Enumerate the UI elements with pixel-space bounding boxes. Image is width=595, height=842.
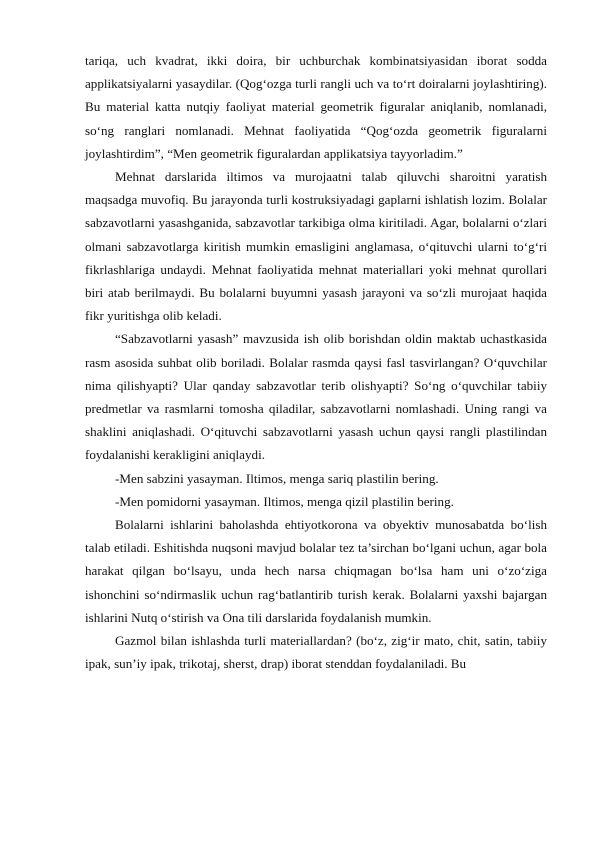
paragraph-4: Bolalarni ishlarini baholashda ehtiyotkorona va obyektiv munosabatda bo‘lish talab etiladi. Eshitishda nuqsoni mavjud bolalar tez ta’sirchan bo‘lgani uchun, agar bola harakat qilgan bo‘lsayu, unda hech narsa chiqmagan bo‘lsa ham uni o‘zo‘ziga ishonchini so‘ndirmaslik uchun rag‘batlantirib turish kerak. Bolalarni yaxshi bajargan ishlarini Nutq o‘stirish va Ona tili darslarida foydalanish mumkin. bbox=[85, 517, 547, 625]
paragraph-1: tariqa, uch kvadrat, ikki doira, bir uchburchak kombinatsiyasidan iborat sodda applikatsiyalarni yasaydilar. (Qog‘ozga turli rangli uch va to‘rt doiralarni joylashtiring). Bu material katta nutqiy faoliyat material geometrik figuralar aniqlanib, nomlanadi, so‘ng ranglari nomlanadi. Mehnat faoliyatida “Qog‘ozda geometrik figuralarni joylashtirdim”, “Men geometrik figuralardan applikatsiya tayyorladim.” bbox=[85, 53, 547, 161]
paragraph-3: “Sabzavotlarni yasash” mavzusida ish olib borishdan oldin maktab uchastkasida rasm asosida suhbat olib boriladi. Bolalar rasmda qaysi fasl tasvirlangan? O‘quvchilar nima qilishyapti? Ular qanday sabzavotlar terib olishyapti? So‘ng o‘quvchilar tabiiy predmetlar va rasmlarni tomosha qiladilar, sabzavotlarni nomlashadi. Uning rangi va shaklini aniqlashadi. O‘qituvchi sabzavotlarni yasash uchun qaysi rangli plastilindan foydalanishi kerakligini aniqlaydi. bbox=[85, 331, 547, 463]
dialog-line-1: -Men sabzini yasayman. Iltimos, menga sariq plastilin bering. bbox=[115, 470, 439, 486]
dialog-line-2: -Men pomidorni yasayman. Iltimos, menga qizil plastilin bering. bbox=[115, 493, 454, 509]
paragraph-5: Gazmol bilan ishlashda turli materiallardan? (bo‘z, zig‘ir mato, chit, satin, tabiiy ipak, sun’iy ipak, trikotaj, sherst, drap) iborat stenddan foydalaniladi. Bu bbox=[85, 633, 547, 672]
document-page bbox=[85, 49, 547, 675]
paragraph-2: Mehnat darslarida iltimos va murojaatni talab qiluvchi sharoitni yaratish maqsadga muvofiq. Bu jarayonda turli kostruksiyadagi gaplarni ishlatish lozim. Bolalar sabzavotlarni yasashganida, sabzavotlar tarkibiga olma kiritiladi. Agar, bolalarni o‘zlari olmani sabzavotlarga kiritish mumkin emasligini anglamasa, o‘qituvchi ularni to‘g‘ri fikrlashlariga undaydi. Mehnat faoliyatida mehnat materiallari yoki mehnat qurollari biri atab berilmaydi. Bu bolalarni buyumni yasash jarayoni va so‘zli murojaat haqida fikr yuritishga olib keladi. bbox=[85, 169, 547, 324]
